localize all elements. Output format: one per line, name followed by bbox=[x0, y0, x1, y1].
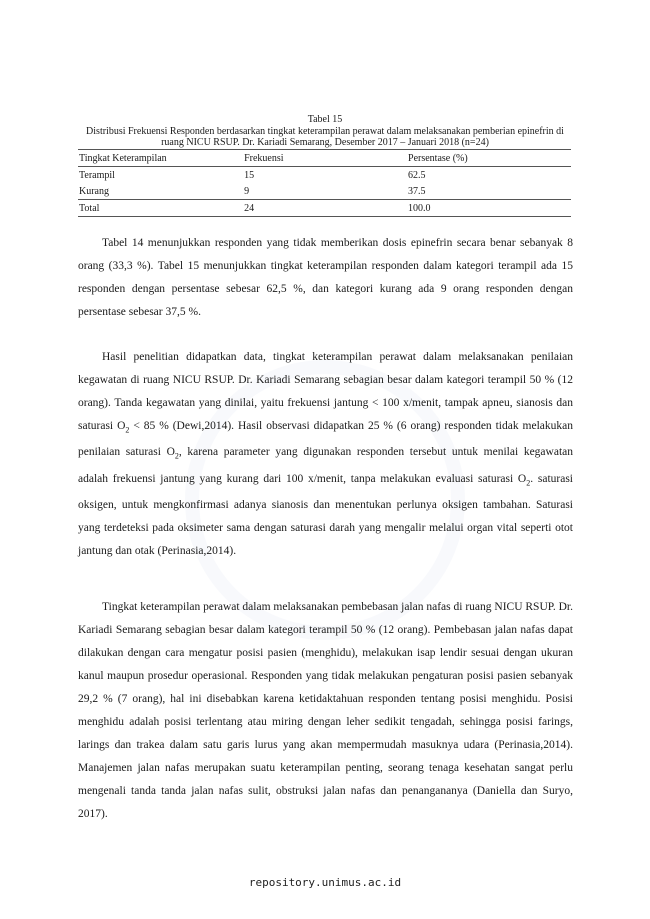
table-header-row bbox=[78, 150, 571, 167]
table-cell: 24 bbox=[244, 202, 255, 214]
paragraph-assessment bbox=[78, 346, 573, 563]
table-total-row bbox=[78, 200, 571, 217]
table-cell: Terampil bbox=[79, 169, 115, 181]
table-caption-title: Tabel 15 bbox=[307, 114, 343, 125]
header-cell: Frekuensi bbox=[244, 152, 284, 164]
paragraph-text: < 85 % (Dewi,2014). Hasil observasi didapatkan 25 % (6 orang) responden tidak melakukan penilaian saturasi O bbox=[78, 420, 574, 459]
table-cell: 100.0 bbox=[408, 202, 431, 214]
subscript: 2 bbox=[526, 477, 531, 487]
table-row bbox=[78, 167, 571, 184]
table-cell: 62.5 bbox=[408, 169, 426, 181]
paragraph-table-summary: Tabel 14 menunjukkan responden yang tidak memberikan dosis epinefrin secara benar sebanyak 8 orang (33,3 %). Tabel 15 menunjukkan tingkat keterampilan responden dalam kategori terampil ada 15 responden dengan persentase sebesar 62,5 %, dan kategori kurang ada 9 orang responden dengan persentase sebesar 37,5 %. bbox=[78, 237, 573, 318]
table-cell: Total bbox=[79, 202, 100, 214]
frequency-table bbox=[78, 149, 571, 217]
table-caption-description: Distribusi Frekuensi Responden berdasarkan tingkat keterampilan perawat dalam melaksanakan pemberian epinefrin di ruang NICU RSUP. Dr. Kariadi Semarang, Desember 2017 – Januari 2018 (n=24) bbox=[86, 126, 564, 148]
table-cell: Kurang bbox=[79, 185, 109, 197]
paragraph-text: , karena parameter yang digunakan responden tersebut untuk menilai kegawatan adalah frekuensi jantung yang kurang dari 100 x/menit, tanpa melakukan evaluasi saturasi O bbox=[78, 446, 573, 485]
header-cell: Tingkat Keterampilan bbox=[79, 152, 167, 164]
header-cell: Persentase (%) bbox=[408, 152, 468, 164]
subscript: 2 bbox=[174, 451, 179, 461]
table-cell: 15 bbox=[244, 169, 255, 181]
table-cell: 37.5 bbox=[408, 185, 426, 197]
paragraph-text: . saturasi oksigen, untuk mengkonfirmasi adanya sianosis dan menentukan perlunya oksigen tambahan. Saturasi yang terdeteksi pada oksimeter sama dengan saturasi darah yang mengalir melalui organ vital seperti otot jantung dan otak (Perinasia,2014). bbox=[78, 472, 573, 557]
footer-url: repository.unimus.ac.id bbox=[248, 876, 402, 889]
paragraph-airway: Tingkat keterampilan perawat dalam melaksanakan pembebasan jalan nafas di ruang NICU RSUP. Dr. Kariadi Semarang sebagian besar dalam kategori terampil 50 % (12 orang). Pembebasan jalan nafas dapat dilakukan dengan cara mengatur posisi pasien (menghidu), melakukan isap lendir sesuai dengan ukuran kanul maupun prosedur operasional. Responden yang tidak melakukan pengaturan posisi pasien sebanyak 29,2 % (7 orang), hal ini disebabkan karena ketidaktahuan responden tentang posisi menghidu. Posisi menghidu adalah posisi terlentang atau miring dengan leher sedikit tengadah, sehingga posisi farings, larings dan trakea dalam satu garis lurus yang akan mempermudah masuknya udara (Perinasia,2014). Manajemen jalan nafas merupakan suatu keterampilan penting, seorang tenaga kesehatan sangat perlu mengenali tanda tanda jalan nafas sulit, obstruksi jalan nafas dan penangananya (Daniella dan Suryo, 2017). bbox=[78, 601, 573, 820]
table-row bbox=[78, 183, 571, 200]
paragraph-text: Hasil penelitian didapatkan data, tingkat keterampilan perawat dalam melaksanakan penilaian kegawatan di ruang NICU RSUP. Dr. Kariadi Semarang sebagian besar dalam kategori terampil 50 % (12 orang). Tanda kegawatan yang dinilai, yaitu frekuensi jantung < 100 x/menit, tampak apneu, sianosis dan saturasi O bbox=[78, 351, 573, 432]
table-cell: 9 bbox=[244, 185, 250, 197]
subscript: 2 bbox=[125, 425, 130, 435]
